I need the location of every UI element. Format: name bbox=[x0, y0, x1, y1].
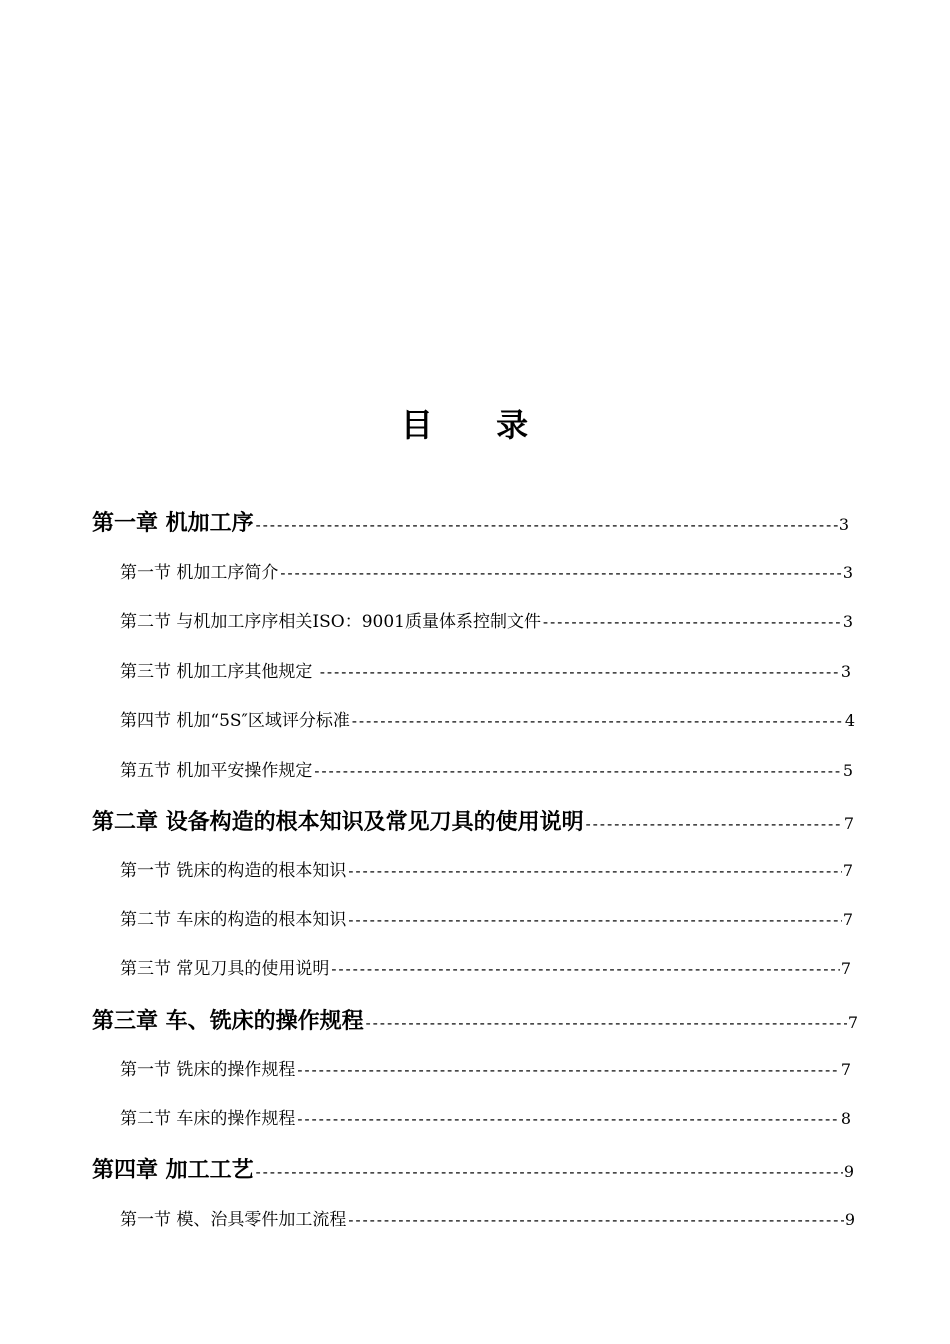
dot-leader bbox=[350, 707, 844, 735]
page-title: 目 录 bbox=[400, 406, 555, 444]
toc-entry-label: 第三章 车、铣床的操作规程 bbox=[92, 1009, 364, 1034]
toc-page-number: 3 bbox=[838, 515, 849, 534]
toc-section-1-1[interactable] bbox=[120, 559, 853, 587]
dot-leader bbox=[346, 857, 841, 885]
toc-page-number: 7 bbox=[840, 959, 851, 978]
toc-page-number: 3 bbox=[840, 662, 851, 681]
toc-entry-label: 第二节 车床的操作规程 bbox=[120, 1109, 296, 1129]
toc-entry-label: 第一节 机加工序简介 bbox=[120, 563, 279, 583]
toc-entry-label: 第三节 常见刀具的使用说明 bbox=[120, 959, 330, 979]
toc-page-number: 8 bbox=[840, 1109, 851, 1128]
toc-chapter-4[interactable] bbox=[92, 1154, 854, 1188]
toc-section-2-1[interactable] bbox=[120, 857, 853, 885]
toc-entry-label: 第一节 铣床的构造的根本知识 bbox=[120, 861, 347, 881]
toc-section-2-2[interactable] bbox=[120, 906, 853, 934]
toc-entry-label: 第一章 机加工序 bbox=[92, 511, 254, 536]
toc-entry-label: 第二章 设备构造的根本知识及常见刀具的使用说明 bbox=[92, 810, 584, 835]
dot-leader bbox=[346, 906, 841, 934]
toc-page-number: 7 bbox=[842, 910, 853, 929]
toc-entry-label: 第五节 机加平安操作规定 bbox=[120, 761, 313, 781]
toc-entry-label: 第三节 机加工序其他规定 bbox=[120, 662, 318, 682]
toc-page-number: 7 bbox=[842, 861, 853, 880]
toc-chapter-1[interactable] bbox=[92, 507, 849, 541]
dot-leader bbox=[254, 508, 838, 541]
dot-leader bbox=[278, 559, 841, 587]
toc-chapter-3[interactable] bbox=[92, 1005, 858, 1039]
toc-entry-label: 第二节 与机加工序序相关ISO：9001质量体系控制文件 bbox=[120, 612, 541, 632]
toc-entry-label: 第四章 加工工艺 bbox=[92, 1158, 254, 1183]
dot-leader bbox=[295, 1056, 839, 1084]
toc-entry-label: 第四节 机加“5S″区域评分标准 bbox=[120, 711, 350, 731]
toc-page-number: 9 bbox=[843, 1162, 854, 1181]
dot-leader bbox=[295, 1105, 839, 1133]
toc-page-number: 5 bbox=[842, 761, 853, 780]
toc-section-3-2[interactable] bbox=[120, 1105, 851, 1133]
toc-page-number: 4 bbox=[844, 711, 855, 730]
toc-section-1-5[interactable] bbox=[120, 757, 853, 785]
toc-page-number: 7 bbox=[843, 814, 854, 833]
toc-chapter-2[interactable] bbox=[92, 806, 854, 840]
toc-page-number: 3 bbox=[842, 612, 853, 631]
toc-page-number: 9 bbox=[844, 1210, 855, 1229]
toc-section-2-3[interactable] bbox=[120, 955, 851, 983]
dot-leader bbox=[312, 757, 841, 785]
toc-section-1-4[interactable] bbox=[120, 707, 855, 735]
toc-section-4-1[interactable] bbox=[120, 1206, 855, 1234]
dot-leader bbox=[584, 807, 843, 840]
toc-section-1-2[interactable] bbox=[120, 608, 853, 636]
toc-entry-label: 第二节 车床的构造的根本知识 bbox=[120, 910, 347, 930]
toc-page-number: 7 bbox=[840, 1060, 851, 1079]
dot-leader bbox=[364, 1006, 847, 1039]
toc-section-3-1[interactable] bbox=[120, 1056, 851, 1084]
toc-page-number: 7 bbox=[847, 1013, 858, 1032]
toc-page-number: 3 bbox=[842, 563, 853, 582]
dot-leader bbox=[254, 1155, 843, 1188]
dot-leader bbox=[329, 955, 839, 983]
dot-leader bbox=[541, 608, 842, 636]
toc-section-1-3[interactable] bbox=[120, 658, 851, 686]
dot-leader bbox=[346, 1206, 843, 1234]
dot-leader bbox=[318, 658, 840, 686]
toc-entry-label: 第一节 铣床的操作规程 bbox=[120, 1060, 296, 1080]
toc-entry-label: 第一节 模、治具零件加工流程 bbox=[120, 1210, 347, 1230]
